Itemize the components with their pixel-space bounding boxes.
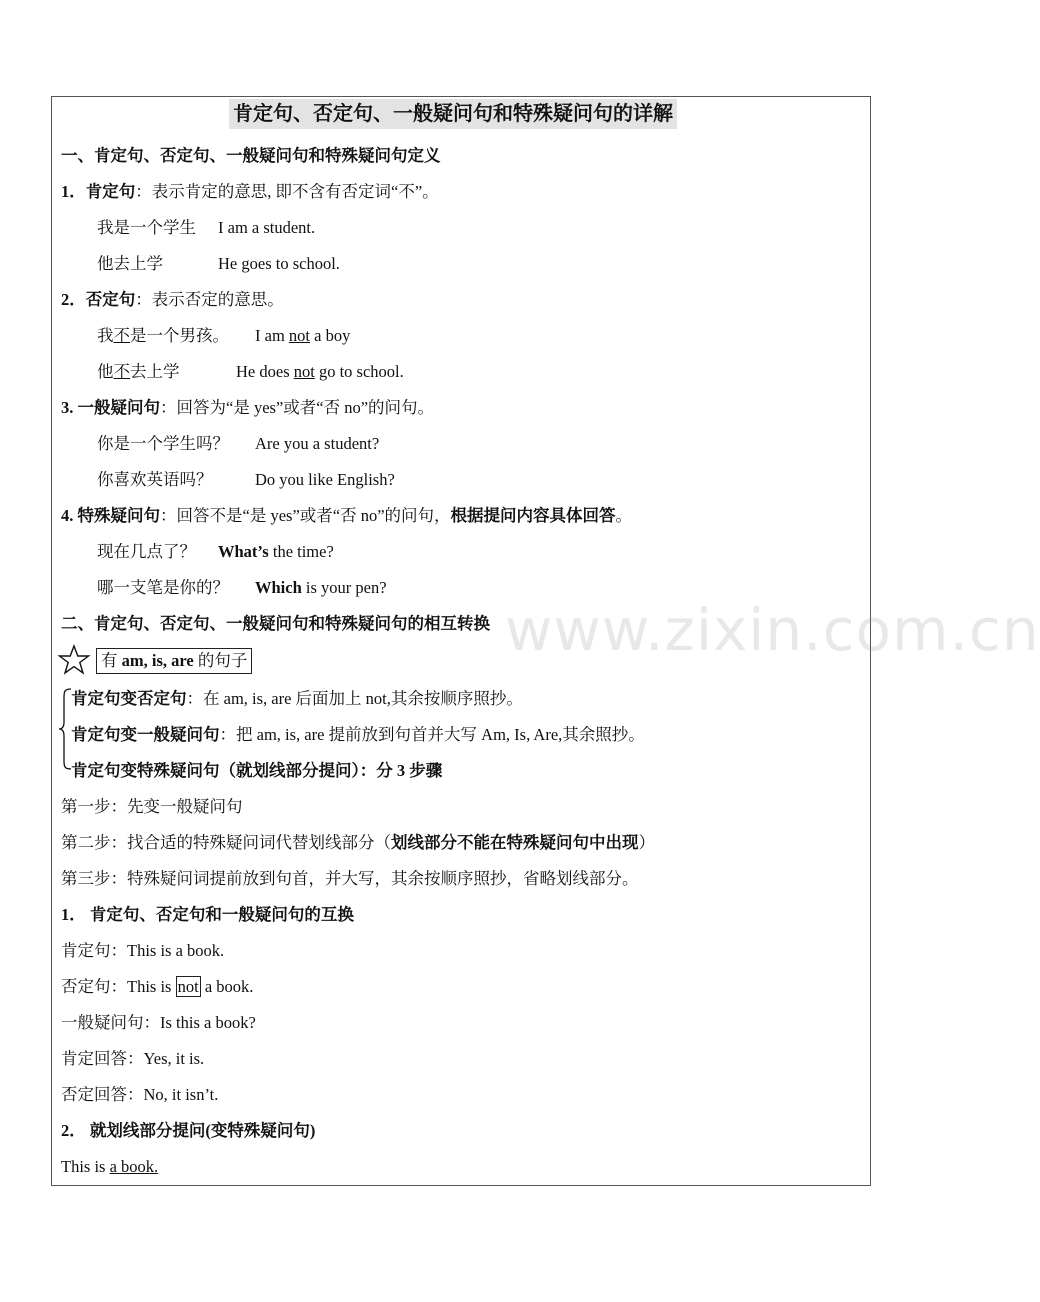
example-cn: 你喜欢英语吗？ — [97, 470, 213, 489]
boxed-word: not — [177, 977, 199, 996]
example-cn: 现在几点了？ — [97, 542, 196, 561]
definition-affirmative — [61, 182, 439, 202]
text-segment: I am — [255, 326, 289, 345]
rule-row — [71, 761, 442, 781]
example-en — [255, 578, 387, 598]
question-word: What’s — [218, 542, 269, 561]
underlined-word: not — [288, 326, 310, 345]
text-segment: 是一个男孩。 — [130, 326, 229, 345]
page-title: 肯定句、否定句、一般疑问句和特殊疑问句的详解 — [229, 99, 677, 129]
step-text: 第二步：找合适的特殊疑问词代替划线部分（ — [61, 833, 391, 852]
step-text: ） — [638, 833, 655, 852]
conversion-row — [61, 1013, 256, 1033]
term-label: 否定句 — [85, 290, 136, 309]
text-segment: is your pen? — [301, 578, 387, 597]
text-segment: the time? — [268, 542, 334, 561]
conversion-row — [61, 941, 224, 961]
definition-text: ：表示否定的意思。 — [135, 290, 284, 309]
example-row — [97, 218, 196, 238]
conversion-row — [61, 1085, 218, 1105]
example-en: Do you like English? — [255, 470, 395, 489]
underlined-word: not — [293, 362, 315, 381]
term-label: 肯定句 — [85, 182, 136, 201]
step-row — [61, 833, 655, 853]
example-cn: 我是一个学生 — [97, 218, 196, 237]
rule-row — [71, 689, 523, 709]
step-emphasis: 划线部分不能在特殊疑问句中出现 — [391, 833, 639, 852]
conversion-row — [61, 1049, 204, 1069]
item-number: 2． — [61, 290, 86, 309]
rule-term: 肯定句变一般疑问句 — [71, 725, 220, 744]
row-text: Yes, it is. — [143, 1049, 205, 1068]
text-segment: 有 — [101, 651, 122, 670]
rule-text: ：在 am, is, are 后面加上 not,其余按顺序照抄。 — [186, 689, 523, 708]
example-en — [255, 326, 350, 346]
subsection-heading: 1． 肯定句、否定句和一般疑问句的互换 — [61, 905, 354, 924]
text-segment: 去上学 — [130, 362, 180, 381]
definition-wh-question — [61, 506, 632, 526]
text-segment: 的句子 — [193, 651, 248, 670]
section1-heading: 一、肯定句、否定句、一般疑问句和特殊疑问句定义 — [61, 146, 441, 165]
rule-row — [71, 725, 645, 745]
row-label: 否定回答： — [61, 1085, 144, 1104]
row-label: 否定句： — [61, 977, 127, 996]
rule-term: 肯定句变否定句 — [71, 689, 187, 708]
example-cn — [97, 362, 180, 382]
definition-text: ：表示肯定的意思, 即不含有否定词“不”。 — [135, 182, 439, 201]
row-text: Is this a book? — [160, 1013, 256, 1032]
example-cn: 他去上学 — [97, 254, 163, 273]
row-label: 一般疑问句： — [61, 1013, 160, 1032]
verbs-emphasis: am, is, are — [121, 651, 194, 670]
row-text: No, it isn’t. — [143, 1085, 219, 1104]
definition-negative — [61, 290, 284, 310]
item-number: 4. — [61, 506, 74, 525]
text-segment: 我 — [97, 326, 114, 345]
item-number: 3. — [61, 398, 74, 417]
definition-yes-no-question — [61, 398, 434, 418]
conversion-row — [61, 977, 253, 997]
row-text: This is — [61, 1157, 110, 1176]
definition-text: ：回答为“是 yes”或者“否 no”的问句。 — [160, 398, 435, 417]
underlined-word: 不 — [113, 326, 130, 345]
question-example-row — [61, 1157, 158, 1177]
row-label: 肯定回答： — [61, 1049, 144, 1068]
row-label: 肯定句： — [61, 941, 127, 960]
underlined-phrase: a book. — [109, 1157, 159, 1176]
example-en: I am a student. — [218, 218, 316, 237]
definition-text: ：回答不是“是 yes”或者“否 no”的问句， — [160, 506, 451, 525]
text-segment: go to school. — [314, 362, 404, 381]
rule-term: 肯定句变特殊疑问句（就划线部分提问）：分 3 步骤 — [71, 761, 443, 780]
example-cn — [97, 326, 229, 346]
brace-icon — [58, 688, 72, 770]
example-cn: 你是一个学生吗？ — [97, 434, 229, 453]
example-en — [218, 542, 334, 562]
term-label: 一般疑问句 — [77, 398, 160, 417]
row-text: This is — [127, 977, 176, 996]
text-segment: a boy — [310, 326, 351, 345]
question-word: Which — [255, 578, 302, 597]
subsection-heading: 2． 就划线部分提问(变特殊疑问句) — [61, 1121, 316, 1140]
star-icon — [58, 645, 90, 675]
definition-emphasis: 根据提问内容具体回答 — [450, 506, 616, 525]
example-en: Are you a student? — [255, 434, 380, 453]
definition-text: 。 — [615, 506, 633, 525]
example-cn: 哪一支笔是你的？ — [97, 578, 229, 597]
row-text: This is a book. — [127, 941, 225, 960]
underlined-word: 不 — [113, 362, 130, 381]
example-en — [236, 362, 404, 382]
rule-text: ：把 am, is, are 提前放到句首并大写 Am, Is, Are,其余照抄。 — [219, 725, 645, 744]
step-row: 第三步：特殊疑问词提前放到句首，并大写，其余按顺序照抄，省略划线部分。 — [61, 869, 639, 888]
text-segment: 他 — [97, 362, 114, 381]
section2-heading: 二、肯定句、否定句、一般疑问句和特殊疑问句的相互转换 — [61, 614, 490, 633]
step-row: 第一步：先变一般疑问句 — [61, 797, 243, 816]
item-number: 1． — [61, 182, 86, 201]
example-en: He goes to school. — [218, 254, 340, 273]
topic-label-box — [96, 648, 252, 674]
row-text: a book. — [200, 977, 254, 996]
watermark: www.zixin.com.cn — [505, 596, 1040, 664]
term-label: 特殊疑问句 — [77, 506, 160, 525]
text-segment: He does — [236, 362, 294, 381]
